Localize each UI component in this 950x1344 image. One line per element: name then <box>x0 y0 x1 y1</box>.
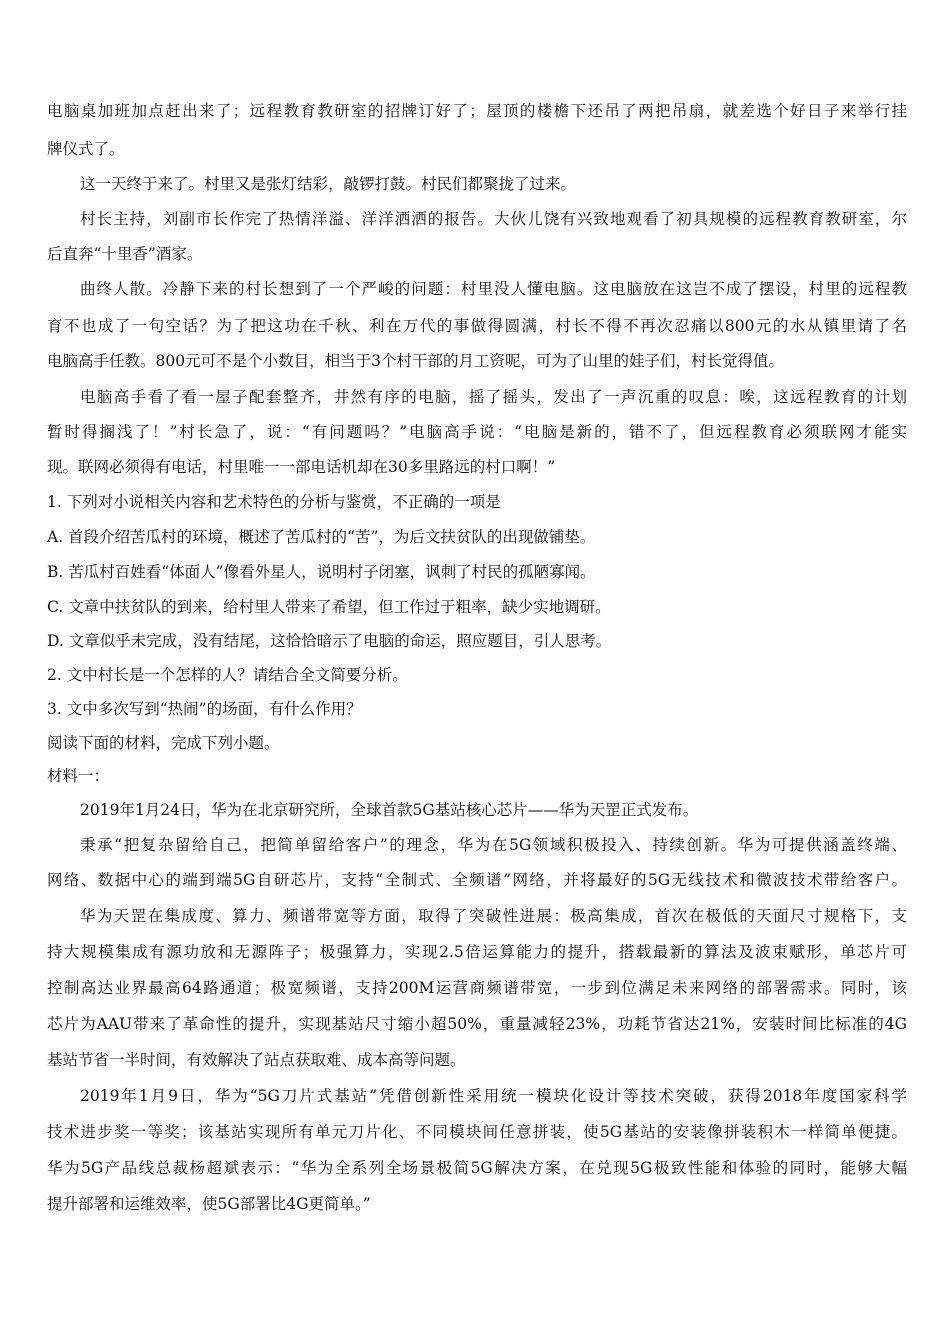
story-p1-line-1: 电脑桌加班加点赶出来了；远程教育教研室的招牌订好了；屋顶的楼檐下还吊了两把吊扇，就差选个好日子来举行挂 <box>47 102 907 120</box>
material-label: 材料一： <box>47 767 110 785</box>
question-2: 2. 文中村长是一个怎样的人？请结合全文简要分析。 <box>47 666 408 684</box>
story-p3-line-2: 后直奔“十里香”酒家。 <box>47 245 203 263</box>
question-1-option-d: D. 文章似乎未完成，没有结尾，这恰恰暗示了电脑的命运，照应题目，引人思考。 <box>47 632 612 650</box>
story-p4-line-3: 电脑高手任教。800元可不是个小数目，相当于3个村干部的月工资呢，可为了山里的娃子们，村长觉得值。 <box>47 352 784 370</box>
question-1: 1. 下列对小说相关内容和艺术特色的分析与鉴赏，不正确的一项是 <box>47 493 501 511</box>
material-p3-line-1: 华为天罡在集成度、算力、频谱带宽等方面，取得了突破性进展：极高集成，首次在极低的天面尺寸规格下，支 <box>80 907 907 925</box>
story-p5-line-2: 暂时得搁浅了！”村长急了，说：“有问题吗？”电脑高手说：“电脑是新的，错不了，但远程教育必须联网才能实 <box>47 423 907 441</box>
material-p4-line-4: 提升部署和运维效率，使5G部署比4G更简单。” <box>47 1195 371 1213</box>
material-p4-line-3: 华为5G产品线总裁杨超斌表示：“华为全系列全场景极简5G解决方案，在兑现5G极致性能和体验的同时，能够大幅 <box>47 1159 907 1177</box>
question-1-option-c: C. 文章中扶贫队的到来，给村里人带来了希望，但工作过于粗率，缺少实地调研。 <box>47 598 611 616</box>
question-1-option-a: A. 首段介绍苦瓜村的环境，概述了苦瓜村的“苦”，为后文扶贫队的出现做铺垫。 <box>47 528 596 546</box>
material-p3-line-4: 芯片为AAU带来了革命性的提升，实现基站尺寸缩小超50%，重量减轻23%，功耗节省达21%，安装时间比标准的4G <box>47 1015 907 1033</box>
material-p1-line-1: 2019年1月24日，华为在北京研究所，全球首款5G基站核心芯片——华为天罡正式发布。 <box>80 801 699 819</box>
question-3: 3. 文中多次写到“热闹”的场面，有什么作用？ <box>47 700 362 718</box>
story-p5-line-3: 现。联网必须得有电话，村里唯一一部电话机却在30多里路远的村口啊！” <box>47 458 556 476</box>
story-p4-line-2: 育不也成了一句空话？为了把这功在千秋、利在万代的事做得圆满，村长不得不再次忍痛以800元的水从镇里请了名 <box>47 317 907 335</box>
material-p2-line-1: 秉承“把复杂留给自己，把简单留给客户”的理念，华为在5G领域积极投入、持续创新。华为可提供涵盖终端、 <box>80 836 907 854</box>
material-p2-line-2: 网络、数据中心的端到端5G自研芯片，支持“全制式、全频谱”网络，并将最好的5G无线技术和微波技术带给客户。 <box>47 871 907 889</box>
material-p4-line-2: 技术进步奖一等奖；该基站实现所有单元刀片化、不同模块间任意拼装，使5G基站的安装像拼装积木一样简单便捷。 <box>47 1123 907 1141</box>
question-1-option-b: B. 苦瓜村百姓看“体面人”像看外星人，说明村子闭塞，讽刺了村民的孤陋寡闻。 <box>47 563 596 581</box>
story-p1-line-2: 牌仪式了。 <box>47 140 125 158</box>
story-p3-line-1: 村长主持，刘副市长作完了热情洋溢、洋洋洒洒的报告。大伙儿饶有兴致地观看了初具规模的远程教育教研室，尔 <box>80 210 907 228</box>
material-p3-line-5: 基站节省一半时间，有效解决了站点获取难、成本高等问题。 <box>47 1051 466 1069</box>
reading-intro: 阅读下面的材料，完成下列小题。 <box>47 734 280 752</box>
story-p5-line-1: 电脑高手看了看一屋子配套整齐，井然有序的电脑，摇了摇头，发出了一声沉重的叹息：唉，这远程教育的计划 <box>80 388 907 406</box>
story-p4-line-1: 曲终人散。冷静下来的村长想到了一个严峻的问题：村里没人懂电脑。这电脑放在这岂不成了摆设，村里的远程教 <box>80 280 907 298</box>
material-p3-line-2: 持大规模集成有源功放和无源阵子；极强算力，实现2.5倍运算能力的提升，搭载最新的算法及波束赋形，单芯片可 <box>47 943 907 961</box>
material-p4-line-1: 2019年1月9日，华为“5G刀片式基站”凭借创新性采用统一模块化设计等技术突破，获得2018年度国家科学 <box>80 1087 907 1105</box>
story-p2-line-1: 这一天终于来了。村里又是张灯结彩，敲锣打鼓。村民们都聚拢了过来。 <box>80 175 577 193</box>
material-p3-line-3: 控制高达业界最高64路通道；极宽频谱，支持200M运营商频谱带宽，一步到位满足未来网络的部署需求。同时，该 <box>47 979 907 997</box>
